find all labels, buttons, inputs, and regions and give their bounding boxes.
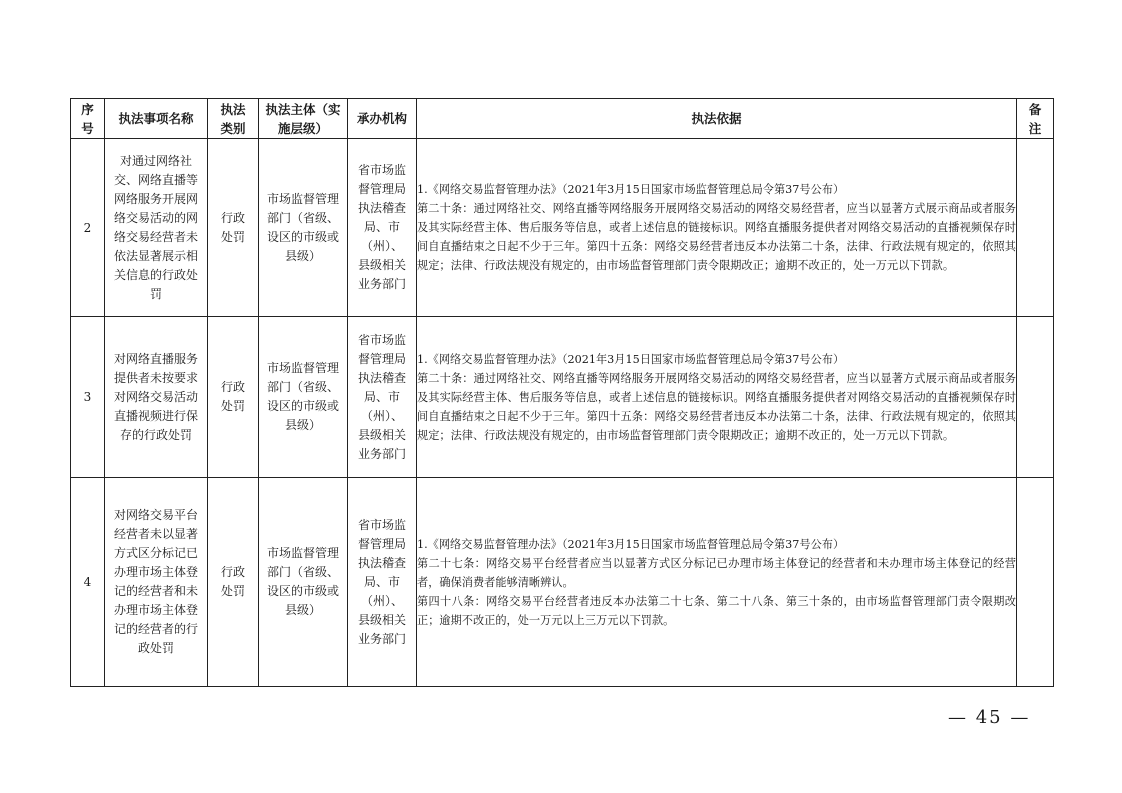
row-item-name: 对通过网络社交、网络直播等网络服务开展网络交易活动的网络交易经营者未依法显著展示相关信息的行政处罚 [105,139,208,317]
table-header-row [71,99,1054,139]
header-basis: 执法依据 [417,99,1017,139]
basis-line: 第四十八条：网络交易平台经营者违反本办法第二十七条、第二十八条、第三十条的，由市场监督管理部门责令限期改正；逾期不改正的，处一万元以上三万元以下罚款。 [417,594,1016,627]
row-item-name: 对网络交易平台经营者未以显著方式区分标记已办理市场主体登记的经营者和未办理市场主体登记的经营者的行政处罚 [105,478,208,687]
row-category: 行政处罚 [208,478,259,687]
table-row [71,478,1054,687]
table-row [71,139,1054,317]
row-subject: 市场监督管理部门（省级、设区的市级或县级） [259,317,348,478]
header-remark: 备注 [1017,99,1054,139]
header-item-name: 执法事项名称 [105,99,208,139]
header-subject: 执法主体（实施层级） [259,99,348,139]
row-remark [1017,139,1054,317]
row-category: 行政处罚 [208,317,259,478]
row-seq: 2 [71,139,105,317]
enforcement-items-table [70,98,1054,687]
page-number: — 45 — [948,707,1031,728]
row-item-name: 对网络直播服务提供者未按要求对网络交易活动直播视频进行保存的行政处罚 [105,317,208,478]
row-basis [417,478,1017,687]
row-remark [1017,317,1054,478]
basis-line: 第二十七条：网络交易平台经营者应当以显著方式区分标记已办理市场主体登记的经营者和未办理市场主体登记的经营者，确保消费者能够清晰辨认。 [417,556,1016,589]
basis-line: 第二十条：通过网络社交、网络直播等网络服务开展网络交易活动的网络交易经营者，应当以显著方式展示商品或者服务及其实际经营主体、售后服务等信息，或者上述信息的链接标识。网络直播服务提供者对网络交易活动的直播视频保存时间自直播结束之日起不少于三年。第四十五条：网络交易经营者违反本办法第二十条，法律、行政法规有规定的，依照其规定；法律、行政法规没有规定的，由市场监督管理部门责令限期改正；逾期不改正的，处一万元以下罚款。 [417,202,1016,272]
row-category: 行政处罚 [208,139,259,317]
header-seq: 序号 [71,99,105,139]
basis-line: 第二十条：通过网络社交、网络直播等网络服务开展网络交易活动的网络交易经营者，应当以显著方式展示商品或者服务及其实际经营主体、售后服务等信息，或者上述信息的链接标识。网络直播服务提供者对网络交易活动的直播视频保存时间自直播结束之日起不少于三年。第四十五条：网络交易经营者违反本办法第二十条，法律、行政法规有规定的，依照其规定；法律、行政法规没有规定的，由市场监督管理部门责令限期改正；逾期不改正的，处一万元以下罚款。 [417,371,1016,442]
row-agency: 省市场监督管理局执法稽查局、市（州）、县级相关业务部门 [348,139,417,317]
basis-line: 1.《网络交易监督管理办法》（2021年3月15日国家市场监督管理总局令第37号公布） [417,537,845,551]
basis-line: 1.《网络交易监督管理办法》（2021年3月15日国家市场监督管理总局令第37号公布） [417,352,845,366]
row-agency: 省市场监督管理局执法稽查局、市（州）、县级相关业务部门 [348,478,417,687]
row-seq: 3 [71,317,105,478]
row-subject: 市场监督管理部门（省级、设区的市级或县级） [259,139,348,317]
row-remark [1017,478,1054,687]
row-basis [417,139,1017,317]
header-agency: 承办机构 [348,99,417,139]
row-basis [417,317,1017,478]
basis-line: 1.《网络交易监督管理办法》（2021年3月15日国家市场监督管理总局令第37号公布） [417,183,845,196]
table-row [71,317,1054,478]
row-subject: 市场监督管理部门（省级、设区的市级或县级） [259,478,348,687]
row-seq: 4 [71,478,105,687]
header-category: 执法类别 [208,99,259,139]
row-agency: 省市场监督管理局执法稽查局、市（州）、县级相关业务部门 [348,317,417,478]
